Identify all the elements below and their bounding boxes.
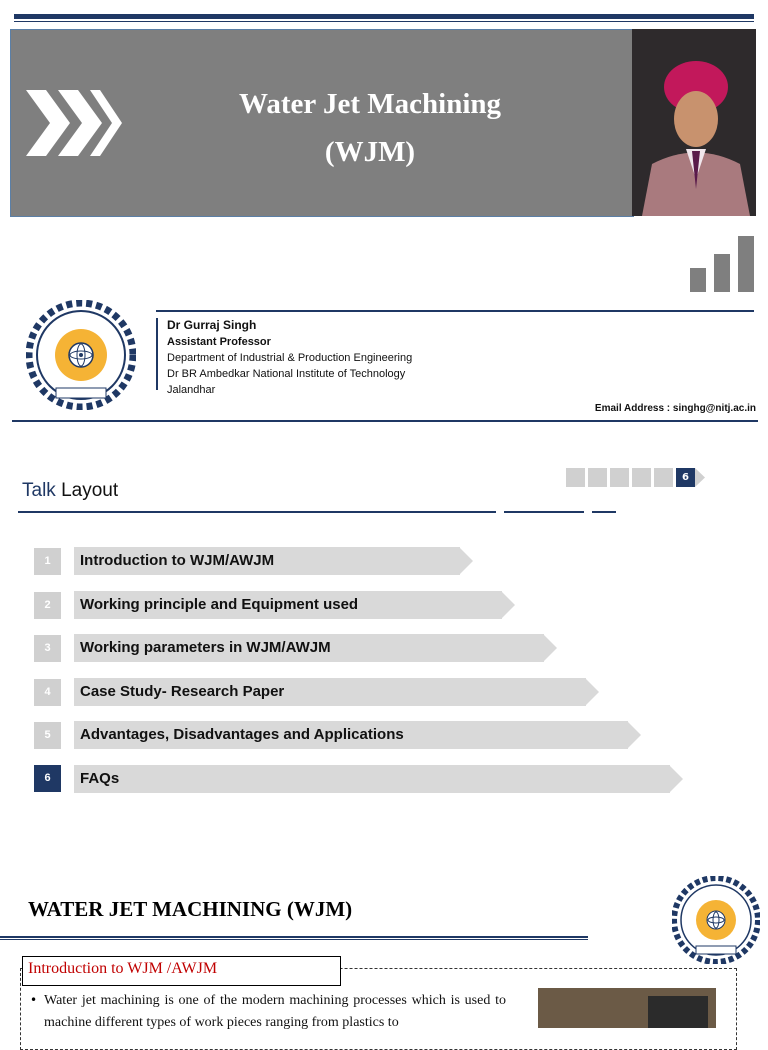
slide-title-line2: (WJM) [324, 136, 416, 168]
pager-step [588, 468, 607, 487]
slide1-bottom-rule [12, 420, 758, 422]
intro-paragraph: Water jet machining is one of the modern machining processes which is used to machine different types of work pieces ranging from plastics to [44, 993, 506, 1030]
bullet-marker: • [30, 993, 38, 1007]
agenda-arrow [627, 721, 641, 749]
info-rule [156, 310, 754, 312]
agenda-number: 2 [34, 592, 61, 619]
pager-arrow-icon [695, 468, 707, 487]
agenda-item[interactable]: Working parameters in WJM/AWJM [74, 634, 544, 662]
agenda-item[interactable]: Case Study- Research Paper [74, 678, 586, 706]
presenter-institute: Dr BR Ambedkar National Institute of Technology [167, 368, 406, 380]
agenda-item-active[interactable]: FAQs [74, 765, 670, 793]
pager-step [654, 468, 673, 487]
agenda-arrow [543, 634, 557, 662]
presenter-department: Department of Industrial & Production Engineering [167, 352, 413, 364]
heading-underline [18, 511, 496, 513]
slide3-title-rule [0, 936, 588, 938]
agenda-number: 1 [34, 548, 61, 575]
agenda-arrow [669, 765, 683, 793]
top-rule-thin [14, 21, 754, 22]
agenda-item[interactable]: Working principle and Equipment used [74, 591, 502, 619]
agenda-item[interactable]: Introduction to WJM/AWJM [74, 547, 460, 575]
presenter-photo [632, 29, 756, 216]
top-rule [14, 14, 754, 19]
presenter-name: Dr Gurraj Singh [167, 318, 257, 332]
slide3-title-rule-thin [0, 939, 588, 940]
agenda-number: 5 [34, 722, 61, 749]
pager-current: 6 [676, 468, 695, 487]
agenda-number-active: 6 [34, 765, 61, 792]
presenter-role: Assistant Professor [167, 336, 271, 348]
heading-underline [504, 511, 584, 513]
section-title: Introduction to WJM /AWJM [28, 960, 218, 977]
presenter-city: Jalandhar [167, 384, 216, 396]
agenda-number: 3 [34, 635, 61, 662]
slide3-title: WATER JET MACHINING (WJM) [28, 897, 353, 921]
talk-layout-heading: Talk Layout [22, 480, 119, 501]
slide-title-line1: Water Jet Machining [238, 88, 502, 120]
agenda-item[interactable]: Advantages, Disadvantages and Applications [74, 721, 628, 749]
heading-underline [592, 511, 616, 513]
pager-step [566, 468, 585, 487]
agenda-number: 4 [34, 679, 61, 706]
machining-photo [538, 988, 716, 1028]
presenter-email: Email Address : singhg@nitj.ac.in [594, 403, 756, 414]
pager-step [632, 468, 651, 487]
institute-logo-icon [26, 300, 136, 410]
info-divider [156, 318, 158, 390]
chevrons-icon [24, 88, 124, 158]
pager-step [610, 468, 629, 487]
bars-icon [688, 234, 758, 294]
agenda-arrow [585, 678, 599, 706]
agenda-arrow [501, 591, 515, 619]
agenda-arrow [459, 547, 473, 575]
institute-logo-icon [672, 876, 760, 964]
